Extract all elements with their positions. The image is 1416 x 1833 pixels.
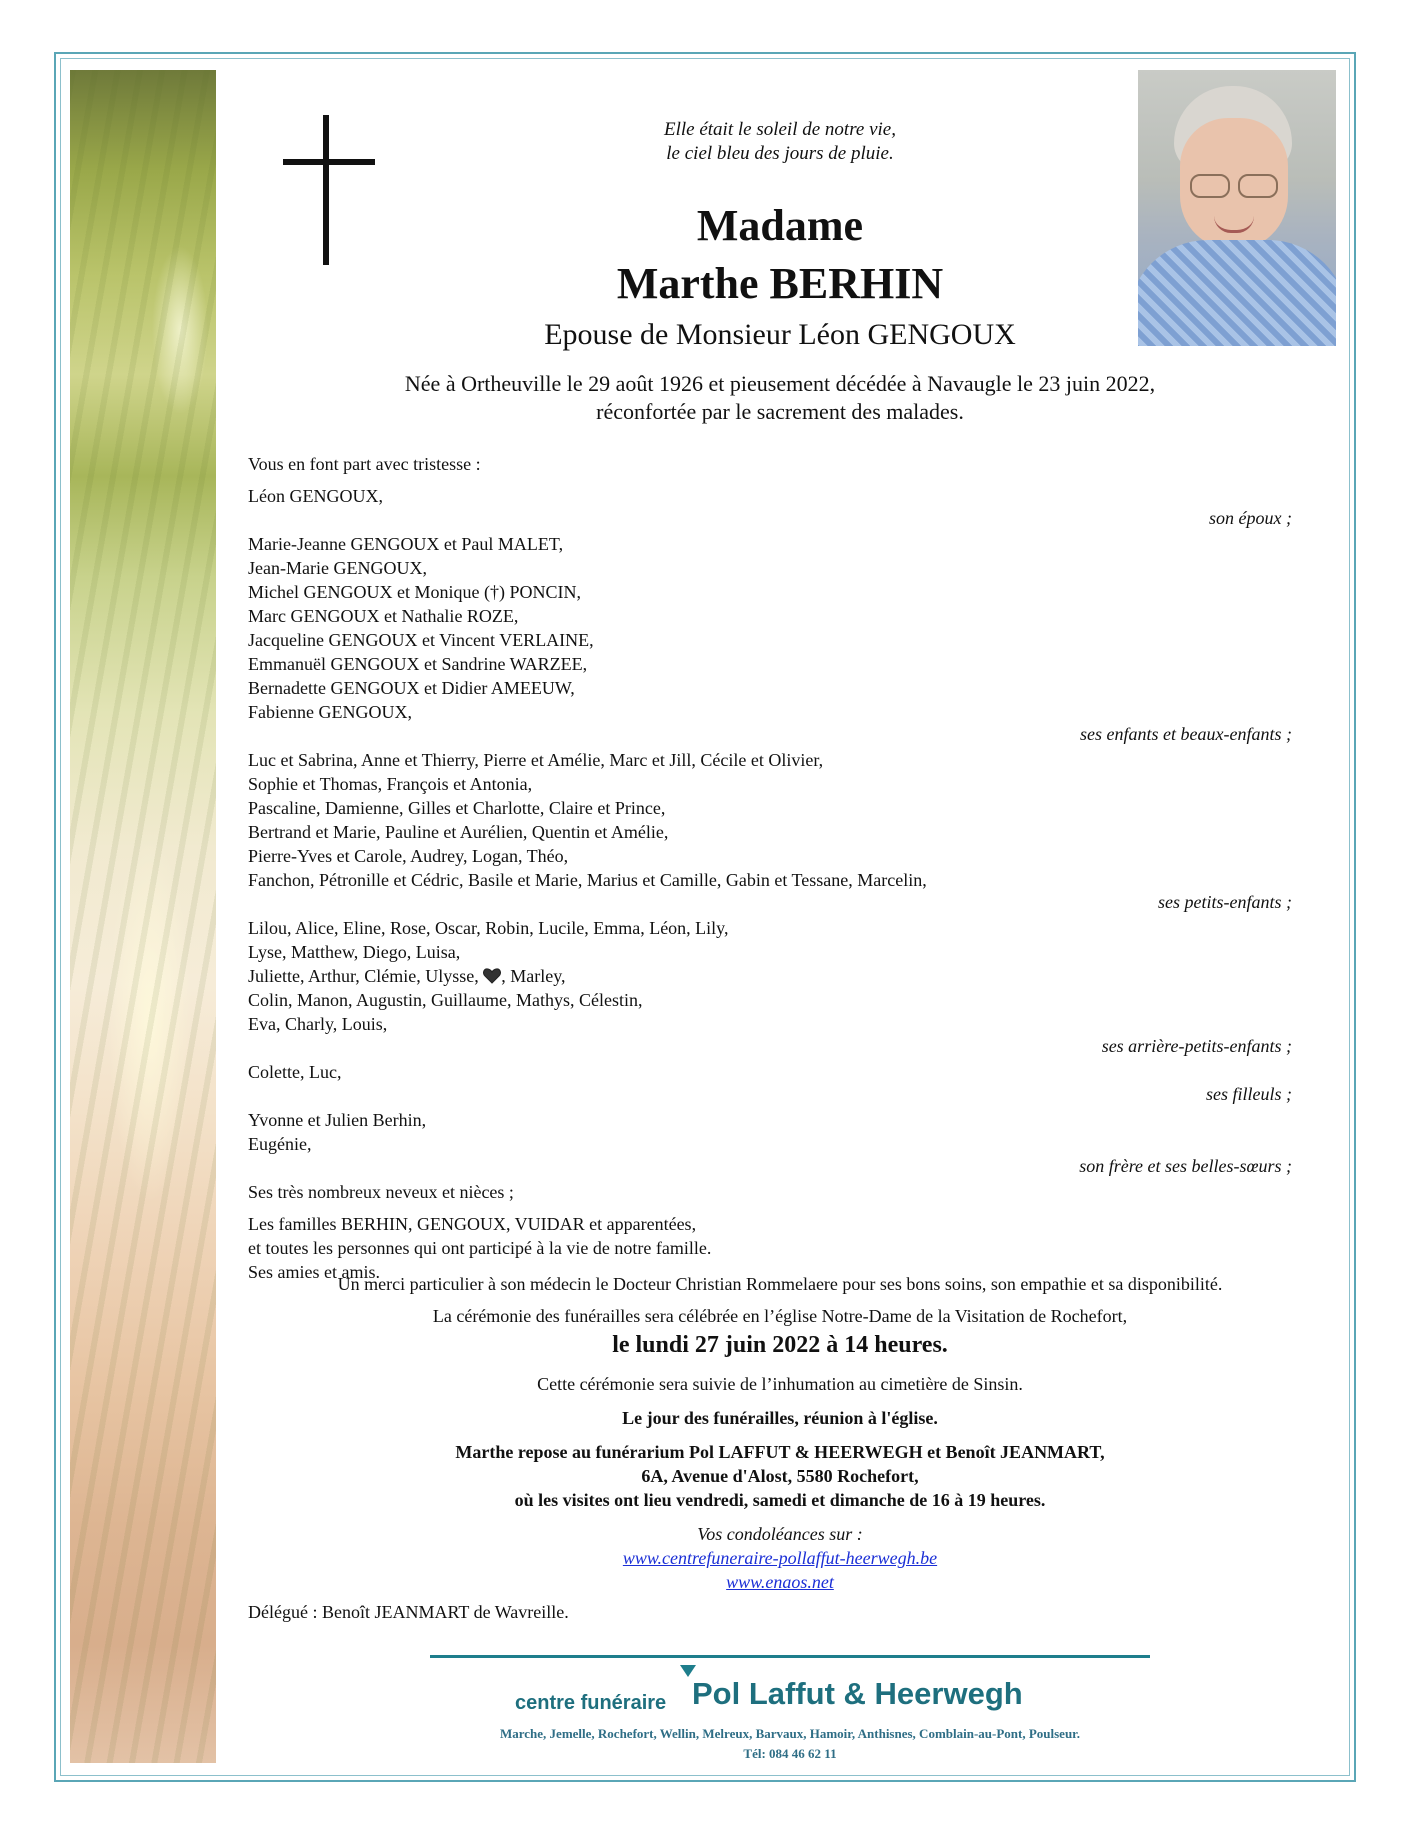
ceremony-text: La cérémonie des funérailles sera célébrée en l’église Notre-Dame de la Visitation de Rochefort, — [432, 1306, 1128, 1326]
list-item: Sophie et Thomas, François et Antonia, — [248, 774, 533, 794]
children-list — [248, 532, 594, 724]
grandchildren-relation: ses petits-enfants ; — [1158, 892, 1292, 912]
list-item-text: , Marley, — [501, 966, 566, 986]
heart-icon — [483, 968, 501, 984]
list-item: Jean-Marie GENGOUX, — [248, 558, 427, 578]
list-item-text: Juliette, Arthur, Clémie, Ulysse, — [248, 966, 479, 986]
list-item: Yvonne et Julien Berhin, — [248, 1110, 427, 1130]
repose-line-1: Marthe repose au funérarium Pol LAFFUT & HEERWEGH et Benoît JEANMART, — [455, 1442, 1105, 1462]
great-grandchildren-list — [248, 916, 729, 1036]
delegate-text: Délégué : Benoît JEANMART de Wavreille. — [248, 1602, 569, 1622]
list-item: Michel GENGOUX et Monique (†) PONCIN, — [248, 582, 581, 602]
list-item: Colin, Manon, Augustin, Guillaume, Mathys, Célestin, — [248, 990, 643, 1010]
list-item: Fanchon, Pétronille et Cédric, Basile et Marie, Marius et Camille, Gabin et Tessane, Marcelin, — [248, 870, 927, 890]
list-item: Jacqueline GENGOUX et Vincent VERLAINE, — [248, 630, 594, 650]
condolences-label: Vos condoléances sur : — [697, 1524, 863, 1544]
list-item: Lilou, Alice, Eline, Rose, Oscar, Robin, Lucile, Emma, Léon, Lily, — [248, 918, 729, 938]
list-item: Bernadette GENGOUX et Didier AMEEUW, — [248, 678, 575, 698]
list-item: Bertrand et Marie, Pauline et Aurélien, Quentin et Amélie, — [248, 822, 669, 842]
epigraph — [560, 118, 1000, 166]
list-item: Luc et Sabrina, Anne et Thierry, Pierre et Amélie, Marc et Jill, Cécile et Olivier, — [248, 750, 824, 770]
ceremony-date: le lundi 27 juin 2022 à 14 heures. — [612, 1332, 948, 1358]
siblings-relation: son frère et ses belles-sœurs ; — [1079, 1156, 1292, 1176]
deceased-name: Marthe BERHIN — [616, 259, 944, 308]
epigraph-line-2: le ciel bleu des jours de pluie. — [666, 143, 894, 164]
list-item: Emmanuël GENGOUX et Sandrine WARZEE, — [248, 654, 588, 674]
epigraph-line-1: Elle était le soleil de notre vie, — [664, 119, 896, 140]
list-item: et toutes les personnes qui ont participé à la vie de notre famille. — [248, 1238, 712, 1258]
husband-name: Léon GENGOUX, — [248, 486, 383, 506]
list-item: Lyse, Matthew, Diego, Luisa, — [248, 942, 461, 962]
repose-text — [260, 1440, 1300, 1512]
godchildren-relation: ses filleuls ; — [1206, 1084, 1292, 1104]
repose-line-3: où les visites ont lieu vendredi, samedi et dimanche de 16 à 19 heures. — [514, 1490, 1046, 1510]
birth-death-line-2: réconfortée par le sacrement des malades. — [596, 399, 964, 424]
grandchildren-list — [248, 748, 927, 892]
children-relation: ses enfants et beaux-enfants ; — [1080, 724, 1292, 744]
birth-death-line-1: Née à Ortheuville le 29 août 1926 et pieusement décédée à Navaugle le 23 juin 2022, — [404, 371, 1156, 396]
honorific: Madame — [696, 201, 864, 250]
birth-death-text — [300, 370, 1260, 426]
list-item: Fabienne GENGOUX, — [248, 702, 412, 722]
logo-prefix: centre funéraire — [515, 1692, 667, 1714]
burial-text: Cette cérémonie sera suivie de l’inhumation au cimetière de Sinsin. — [537, 1374, 1023, 1394]
list-item: Marie-Jeanne GENGOUX et Paul MALET, — [248, 534, 564, 554]
list-item: Eva, Charly, Louis, — [248, 1014, 388, 1034]
list-item — [248, 964, 729, 988]
portrait-photo — [1138, 70, 1336, 346]
list-item: Eugénie, — [248, 1134, 312, 1154]
spouse-line: Epouse de Monsieur Léon GENGOUX — [544, 318, 1016, 351]
logo-name: Pol Laffut & Heerwegh — [692, 1676, 1023, 1711]
condolences-link-enaos[interactable]: www.enaos.net — [726, 1572, 834, 1592]
list-item: Pascaline, Damienne, Gilles et Charlotte, Claire et Prince, — [248, 798, 666, 818]
repose-line-2: 6A, Avenue d'Alost, 5580 Rochefort, — [641, 1466, 919, 1486]
great-grandchildren-relation: ses arrière-petits-enfants ; — [1101, 1036, 1292, 1056]
list-item: Ses amies et amis. — [248, 1262, 380, 1282]
list-item: Les familles BERHIN, GENGOUX, VUIDAR et apparentées, — [248, 1214, 697, 1234]
cross-icon — [283, 115, 375, 265]
nephews-text: Ses très nombreux neveux et nièces ; — [248, 1182, 514, 1202]
husband-relation: son époux ; — [1209, 508, 1292, 528]
siblings-list — [248, 1108, 426, 1156]
condolences-link-centrefuneraire[interactable]: www.centrefuneraire-pollaffut-heerwegh.be — [622, 1548, 938, 1568]
intro-text: Vous en font part avec tristesse : — [248, 454, 481, 474]
list-item: Pierre-Yves et Carole, Audrey, Logan, Théo, — [248, 846, 569, 866]
logo-towns: Marche, Jemelle, Rochefort, Wellin, Melreux, Barvaux, Hamoir, Anthisnes, Comblain-au-Pont, Poulseur. — [499, 1726, 1081, 1741]
logo-divider — [430, 1655, 1150, 1658]
thanks-text: Un merci particulier à son médecin le Docteur Christian Rommelaere pour ses bons soins, son empathie et sa disponibilité. — [337, 1274, 1223, 1294]
forest-path-image — [70, 70, 216, 1763]
meeting-text: Le jour des funérailles, réunion à l'église. — [622, 1408, 938, 1428]
list-item: Marc GENGOUX et Nathalie ROZE, — [248, 606, 519, 626]
logo-telephone: Tél: 084 46 62 11 — [743, 1746, 837, 1761]
godchildren-names: Colette, Luc, — [248, 1062, 342, 1082]
